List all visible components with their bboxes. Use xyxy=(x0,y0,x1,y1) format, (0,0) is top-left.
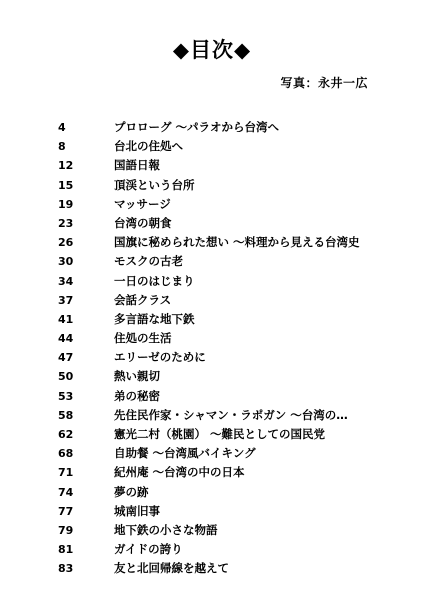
toc-page-number: 12 xyxy=(58,159,74,173)
toc-entry xyxy=(58,252,388,271)
toc-entry-title: 頂渓という台所 xyxy=(114,177,195,192)
toc-page-number: 30 xyxy=(58,255,74,269)
toc-entry xyxy=(58,118,388,137)
toc-entry-title: 地下鉄の小さな物語 xyxy=(114,522,218,537)
toc-page-number: 47 xyxy=(58,351,74,365)
toc-entry xyxy=(58,348,388,367)
toc-entry-title: エリーゼのために xyxy=(114,350,206,365)
toc-entry-title: 国旗に秘められた想い ～料理から見える台湾史 xyxy=(114,235,360,250)
toc-entry xyxy=(58,444,388,463)
toc-page-number: 62 xyxy=(58,428,74,441)
toc-page-number: 83 xyxy=(58,562,74,576)
toc-entry-title: 城南旧事 xyxy=(114,503,160,518)
toc-page-number: 81 xyxy=(58,543,74,557)
toc-page-number: 41 xyxy=(58,312,74,326)
toc-page-number: 71 xyxy=(58,466,74,480)
toc-page-number: 4 xyxy=(58,121,66,134)
toc-entry-title: 台北の住処へ xyxy=(114,139,183,154)
toc-entry-title: 憲光二村（桃園） ～難民としての国民党 xyxy=(114,427,326,441)
toc-entry-title: 台湾の朝食 xyxy=(114,215,172,230)
table-of-contents xyxy=(58,118,388,579)
toc-entry xyxy=(58,310,388,329)
toc-entry xyxy=(58,502,388,521)
toc-entry xyxy=(58,559,388,578)
toc-page-number: 26 xyxy=(58,236,74,250)
toc-entry xyxy=(58,195,388,214)
toc-page-number: 79 xyxy=(58,523,74,537)
toc-entry xyxy=(58,233,388,252)
toc-entry xyxy=(58,463,388,482)
toc-entry-title: 熱い親切 xyxy=(114,369,160,384)
toc-entry xyxy=(58,156,388,175)
toc-entry-title: 国語日報 xyxy=(114,158,160,173)
toc-page-number: 74 xyxy=(58,485,74,499)
toc-entry-title: 自助餐 ～台湾風バイキング xyxy=(114,446,256,461)
toc-page-number: 8 xyxy=(58,140,66,154)
toc-page-number: 23 xyxy=(58,216,74,230)
toc-entry-title: 会話クラス xyxy=(114,292,172,307)
toc-entry-title: 住処の生活 xyxy=(114,331,172,346)
toc-entry-title: 一日のはじまり xyxy=(114,273,195,288)
toc-entry xyxy=(58,540,388,559)
toc-page-number: 44 xyxy=(58,332,74,346)
toc-page-number: 50 xyxy=(58,370,74,384)
toc-page-number: 53 xyxy=(58,389,74,403)
toc-entry xyxy=(58,406,388,425)
toc-entry xyxy=(58,329,388,348)
toc-entry xyxy=(58,387,388,406)
toc-entry xyxy=(58,521,388,540)
toc-entry xyxy=(58,367,388,386)
toc-page-number: 37 xyxy=(58,293,74,307)
toc-entry xyxy=(58,176,388,195)
toc-entry xyxy=(58,291,388,310)
toc-entry-title: 夢の跡 xyxy=(114,484,149,499)
toc-entry xyxy=(58,483,388,502)
toc-page-number: 15 xyxy=(58,178,74,192)
photo-credit: 写真：永井一広 xyxy=(280,76,368,90)
toc-entry-title: 紀州庵 ～台湾の中の日本 xyxy=(114,465,245,480)
toc-entry-title: 弟の秘密 xyxy=(114,388,160,403)
toc-entry xyxy=(58,214,388,233)
toc-entry-title: 多言語な地下鉄 xyxy=(114,311,195,326)
toc-entry-title: モスクの古老 xyxy=(114,254,183,269)
toc-page-number: 34 xyxy=(58,274,74,288)
toc-page-number: 19 xyxy=(58,197,74,211)
toc-page-number: 77 xyxy=(58,504,74,518)
toc-entry xyxy=(58,272,388,291)
toc-entry-title: プロローグ ～パラオから台湾へ xyxy=(114,120,280,134)
toc-entry-title: ガイドの誇り xyxy=(114,542,183,557)
toc-page-number: 68 xyxy=(58,447,74,461)
toc-entry-title: 友と北回帰線を越えて xyxy=(114,561,229,576)
toc-entry-title: 先住民作家・シャマン・ラポガン ～台湾の… xyxy=(114,407,348,422)
toc-entry xyxy=(58,425,388,444)
toc-entry xyxy=(58,137,388,156)
toc-page-number: 58 xyxy=(58,408,74,422)
page-title: ◆目次◆ xyxy=(172,38,252,62)
toc-entry-title: マッサージ xyxy=(114,196,171,211)
